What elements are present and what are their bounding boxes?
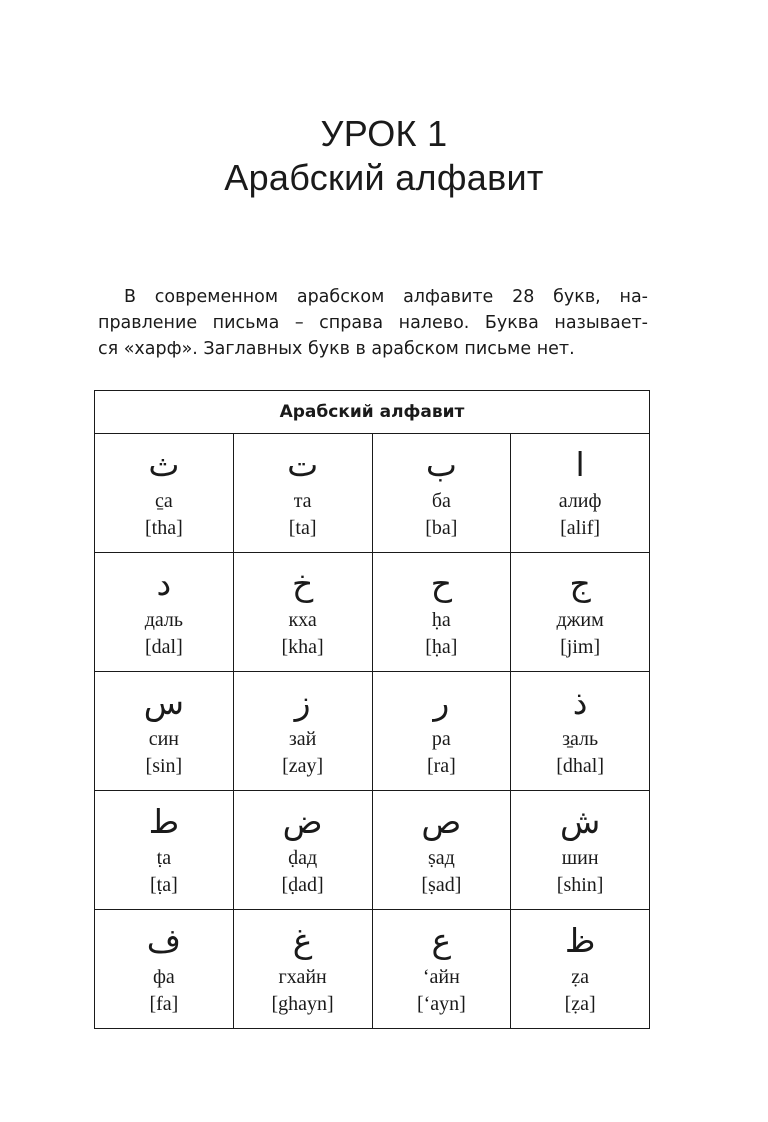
arabic-letter: د [156, 564, 172, 603]
letter-cell [372, 672, 511, 791]
intro-line: правление письма – справа налево. Буква называет- [98, 313, 648, 333]
letter-cell [372, 434, 511, 553]
letter-transliteration: [shin] [556, 874, 604, 896]
arabic-letter: ظ [564, 921, 596, 960]
arabic-letter: ش [559, 802, 601, 841]
arabic-letter: ف [146, 921, 181, 960]
letter-name: ṭa [156, 847, 172, 869]
table-row [95, 791, 650, 910]
letter-transliteration: [zay] [282, 755, 324, 777]
arabic-letter: ت [287, 445, 319, 484]
table-row [95, 553, 650, 672]
letter-name: зай [288, 728, 317, 750]
letter-name: ра [431, 728, 451, 750]
arabic-letter: ع [431, 921, 452, 960]
arabic-letter: ث [148, 445, 180, 484]
letter-cell [95, 791, 234, 910]
letter-transliteration: [ẓa] [564, 993, 596, 1015]
letter-transliteration: [sin] [145, 755, 183, 777]
letter-name: кха [288, 609, 317, 631]
letter-cell [511, 910, 650, 1029]
arabic-letter: خ [291, 564, 314, 603]
letter-transliteration: [ḍad] [281, 874, 324, 896]
letter-cell [511, 434, 650, 553]
lesson-title: Арабский алфавит [224, 157, 544, 198]
letter-cell [95, 553, 234, 672]
letter-transliteration: [ʻayn] [416, 993, 466, 1015]
letter-name: син [148, 728, 180, 750]
letter-transliteration: [alif] [560, 517, 601, 539]
arabic-letter: ج [569, 564, 591, 603]
letter-name: даль [144, 609, 184, 631]
letter-cell [95, 672, 234, 791]
letter-cell [95, 434, 234, 553]
arabic-letter: غ [292, 921, 313, 960]
letter-cell [95, 910, 234, 1029]
arabic-letter: ر [433, 683, 450, 722]
letter-name: ḍад [288, 847, 318, 869]
letter-cell [233, 434, 372, 553]
letter-transliteration: [ḥa] [425, 636, 458, 658]
arabic-letter: ذ [572, 683, 588, 722]
letter-name: ба [431, 490, 451, 512]
letter-cell [372, 910, 511, 1029]
letter-name: ʻайн [422, 966, 460, 988]
intro-line: ся «харф». Заглавных букв в арабском письме нет. [98, 339, 575, 359]
letter-cell [233, 672, 372, 791]
letter-cell [511, 553, 650, 672]
letter-cell [372, 553, 511, 672]
arabic-letter: ط [148, 802, 180, 841]
letter-cell [233, 791, 372, 910]
arabic-letter: ح [430, 564, 453, 603]
letter-transliteration: [ba] [425, 517, 458, 539]
arabic-letter: ص [421, 802, 462, 841]
letter-transliteration: [fa] [149, 993, 179, 1015]
letter-transliteration: [ra] [426, 755, 456, 777]
alphabet-table [94, 390, 650, 1029]
arabic-letter: ز [294, 683, 311, 722]
arabic-letter: ب [425, 445, 457, 484]
arabic-letter: س [143, 683, 185, 722]
letter-cell [233, 553, 372, 672]
letter-name: джим [556, 609, 604, 631]
letter-transliteration: [dhal] [556, 755, 604, 777]
letter-transliteration: [kha] [281, 636, 324, 658]
letter-transliteration: [ta] [288, 517, 317, 539]
letter-transliteration: [ṣad] [421, 874, 462, 896]
letter-cell [511, 791, 650, 910]
table-row [95, 910, 650, 1029]
letter-transliteration: [dal] [144, 636, 183, 658]
table-row [95, 434, 650, 553]
letter-name: ṣад [427, 847, 455, 869]
letter-transliteration: [tha] [144, 517, 183, 539]
arabic-letter: ض [282, 802, 323, 841]
letter-name: фа [152, 966, 175, 988]
lesson-number: УРОК 1 [320, 113, 448, 154]
table-header-row [95, 391, 650, 434]
table-header: Арабский алфавит [95, 391, 650, 434]
letter-name: шин [561, 847, 599, 869]
letter-name: гхайн [278, 966, 327, 988]
letter-cell [511, 672, 650, 791]
letter-transliteration: [ṭa] [149, 874, 178, 896]
letter-cell [233, 910, 372, 1029]
letter-name: c̱a [154, 490, 173, 512]
intro-paragraph [98, 284, 648, 362]
letter-name: з̱аль [562, 728, 599, 750]
letter-name: ḥa [431, 609, 451, 631]
letter-name: та [293, 490, 312, 512]
intro-line: В современном арабском алфавите 28 букв, на- [124, 287, 648, 307]
letter-transliteration: [ghayn] [271, 993, 334, 1015]
letter-name: алиф [558, 490, 602, 512]
arabic-letter: ا [575, 445, 585, 484]
table-row [95, 672, 650, 791]
letter-cell [372, 791, 511, 910]
letter-transliteration: [jim] [560, 636, 601, 658]
letter-name: ẓa [571, 966, 589, 988]
